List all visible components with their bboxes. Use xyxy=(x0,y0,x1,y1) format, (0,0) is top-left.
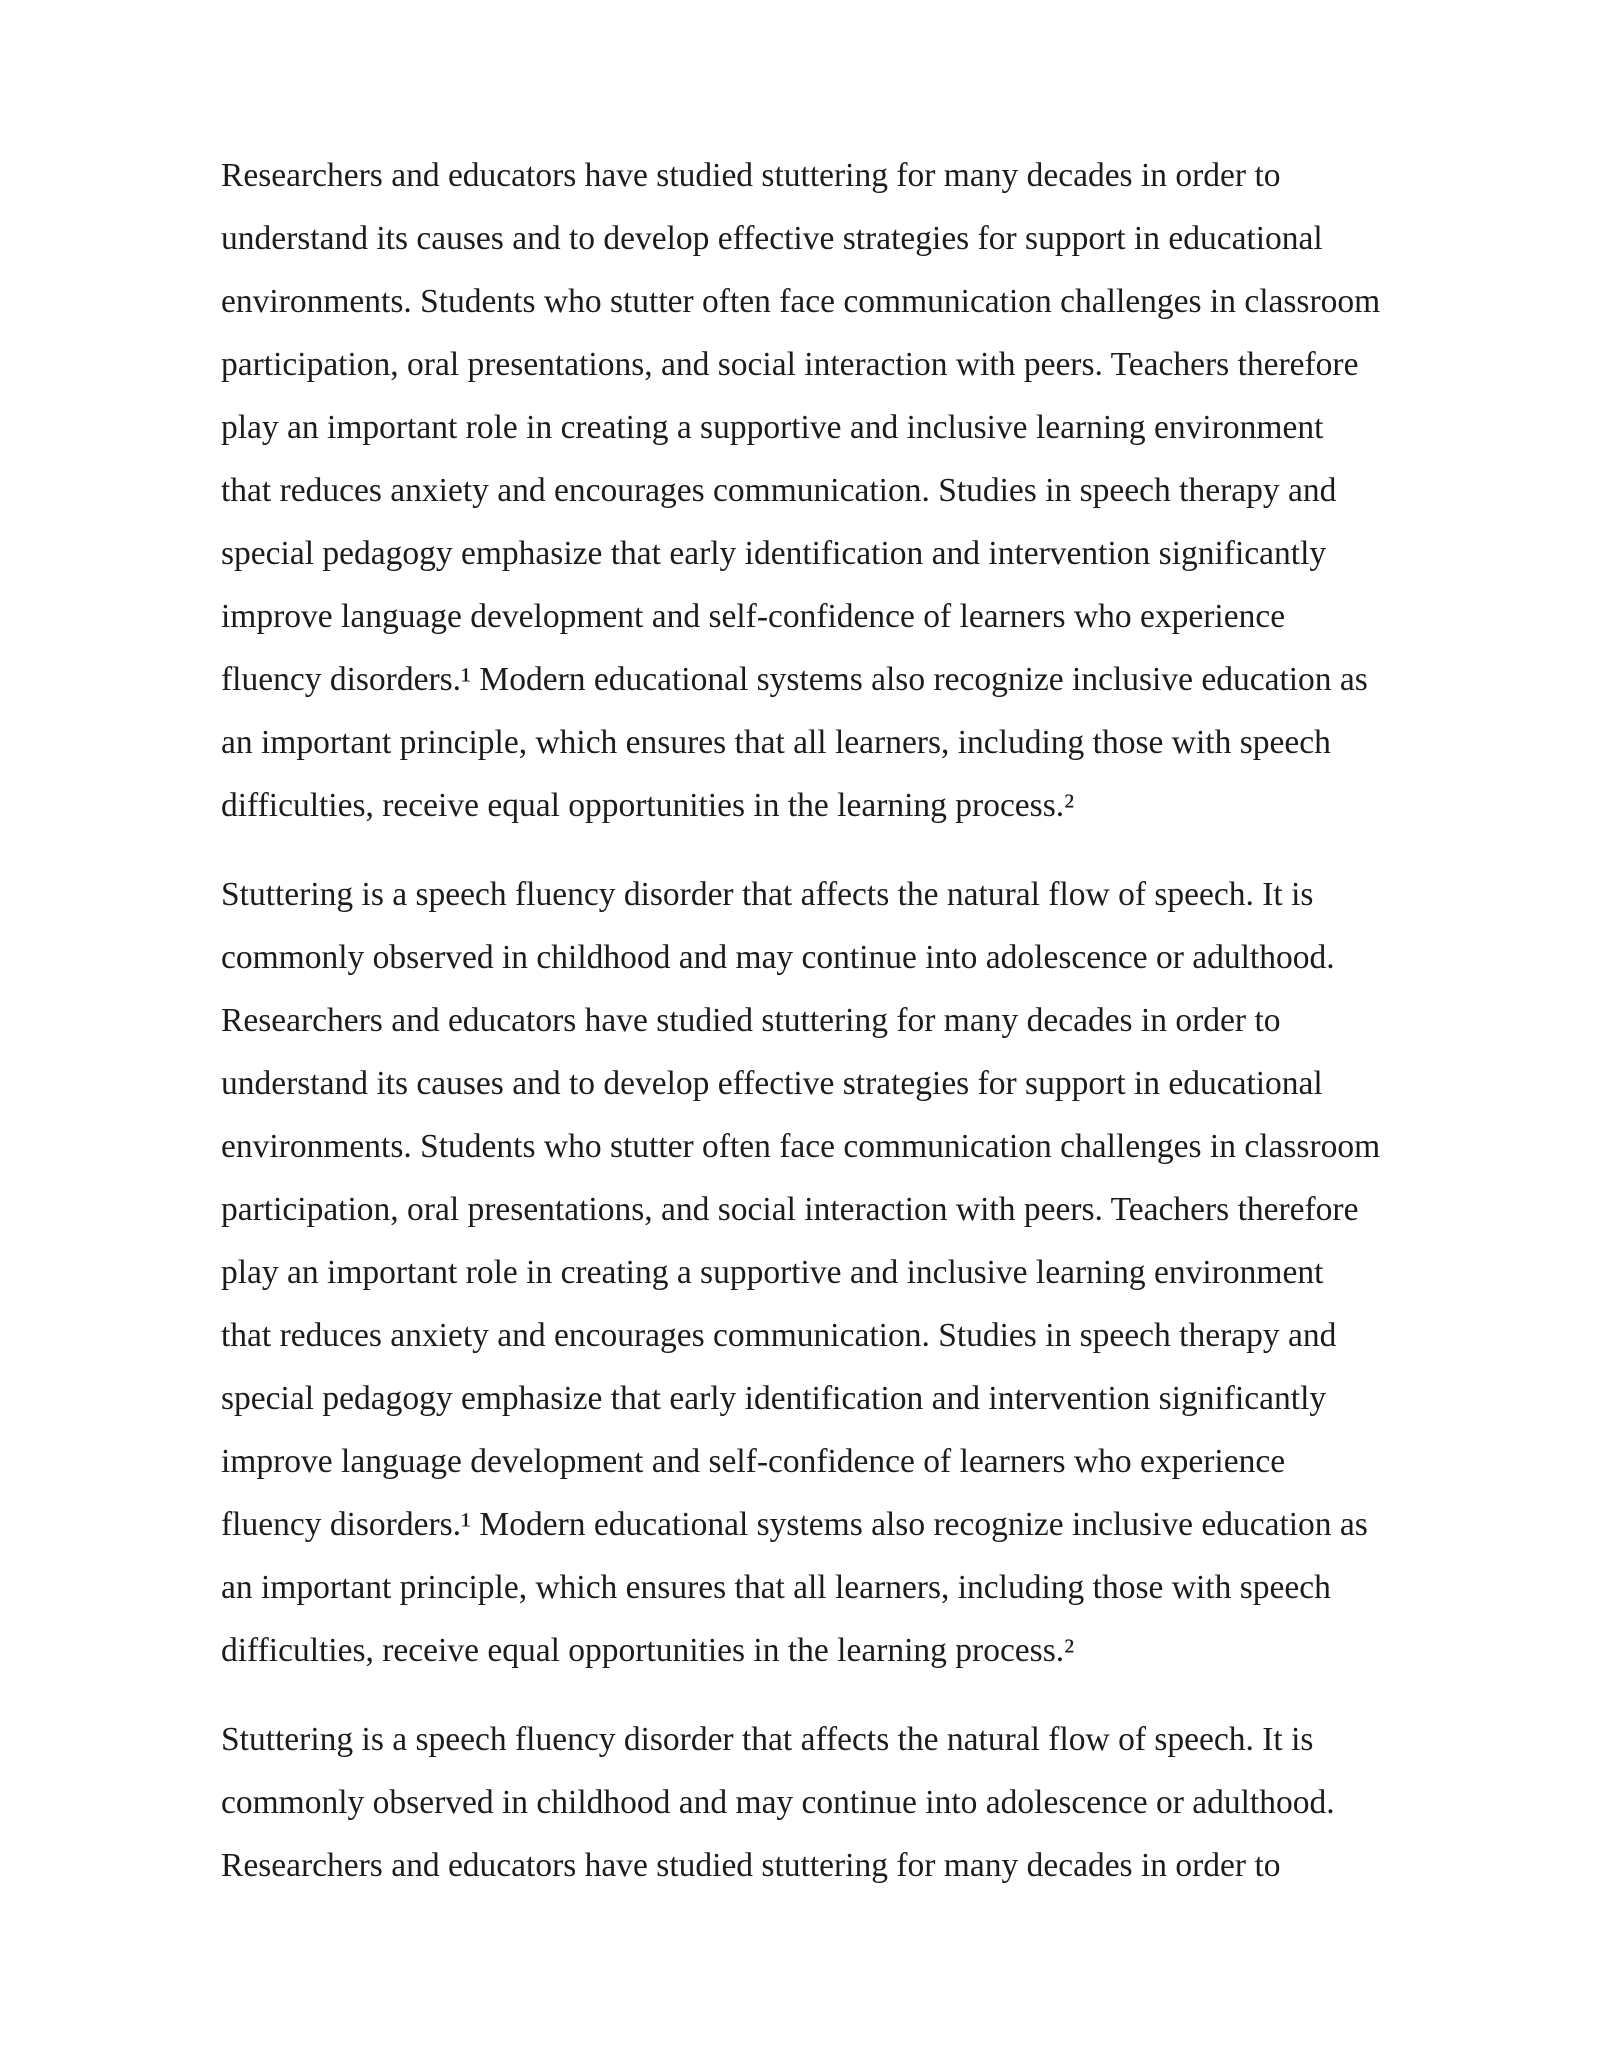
paragraph-1 xyxy=(221,144,1501,837)
paragraph-2-line: play an important role in creating a supportive and inclusive learning environment xyxy=(221,1254,1324,1291)
paragraph-2-line: fluency disorders.¹ Modern educational systems also recognize inclusive education as xyxy=(221,1506,1368,1543)
paragraph-2-line: difficulties, receive equal opportunities in the learning process.² xyxy=(221,1632,1075,1669)
paragraph-2-line: special pedagogy emphasize that early identification and intervention significantly xyxy=(221,1380,1327,1417)
paragraph-3-line: commonly observed in childhood and may continue into adolescence or adulthood. xyxy=(221,1784,1335,1821)
paragraph-1-line: understand its causes and to develop effective strategies for support in educational xyxy=(221,220,1323,257)
paragraph-2-line: Stuttering is a speech fluency disorder that affects the natural flow of speech. It is xyxy=(221,876,1314,913)
document-body xyxy=(221,144,1501,1897)
paragraph-1-line: special pedagogy emphasize that early identification and intervention significantly xyxy=(221,535,1327,572)
paragraph-2-line: understand its causes and to develop effective strategies for support in educational xyxy=(221,1065,1323,1102)
paragraph-2-line: an important principle, which ensures that all learners, including those with speech xyxy=(221,1569,1331,1606)
paragraph-1-line: environments. Students who stutter often face communication challenges in classroom xyxy=(221,283,1381,320)
paragraph-1-line: improve language development and self-confidence of learners who experience xyxy=(221,598,1286,635)
paragraph-2-line: that reduces anxiety and encourages communication. Studies in speech therapy and xyxy=(221,1317,1337,1354)
paragraph-2-line: environments. Students who stutter often face communication challenges in classroom xyxy=(221,1128,1381,1165)
paragraph-3-line: Stuttering is a speech fluency disorder that affects the natural flow of speech. It is xyxy=(221,1721,1314,1758)
paragraph-1-line: Researchers and educators have studied stuttering for many decades in order to xyxy=(221,157,1281,194)
paragraph-2-line: participation, oral presentations, and social interaction with peers. Teachers therefore xyxy=(221,1191,1359,1228)
paragraph-spacer xyxy=(221,837,1501,863)
paragraph-2-line: commonly observed in childhood and may continue into adolescence or adulthood. xyxy=(221,939,1335,976)
paragraph-1-line: that reduces anxiety and encourages communication. Studies in speech therapy and xyxy=(221,472,1337,509)
paragraph-3 xyxy=(221,1708,1501,1897)
paragraph-2-line: Researchers and educators have studied stuttering for many decades in order to xyxy=(221,1002,1281,1039)
paragraph-2-line: improve language development and self-confidence of learners who experience xyxy=(221,1443,1286,1480)
paragraph-1-line: fluency disorders.¹ Modern educational systems also recognize inclusive education as xyxy=(221,661,1368,698)
paragraph-2 xyxy=(221,863,1501,1682)
paragraph-3-line: Researchers and educators have studied stuttering for many decades in order to xyxy=(221,1847,1281,1884)
paragraph-spacer xyxy=(221,1682,1501,1708)
paragraph-1-line: participation, oral presentations, and social interaction with peers. Teachers therefore xyxy=(221,346,1359,383)
paragraph-1-line: difficulties, receive equal opportunities in the learning process.² xyxy=(221,787,1075,824)
paragraph-1-line: an important principle, which ensures that all learners, including those with speech xyxy=(221,724,1331,761)
paragraph-1-line: play an important role in creating a supportive and inclusive learning environment xyxy=(221,409,1324,446)
